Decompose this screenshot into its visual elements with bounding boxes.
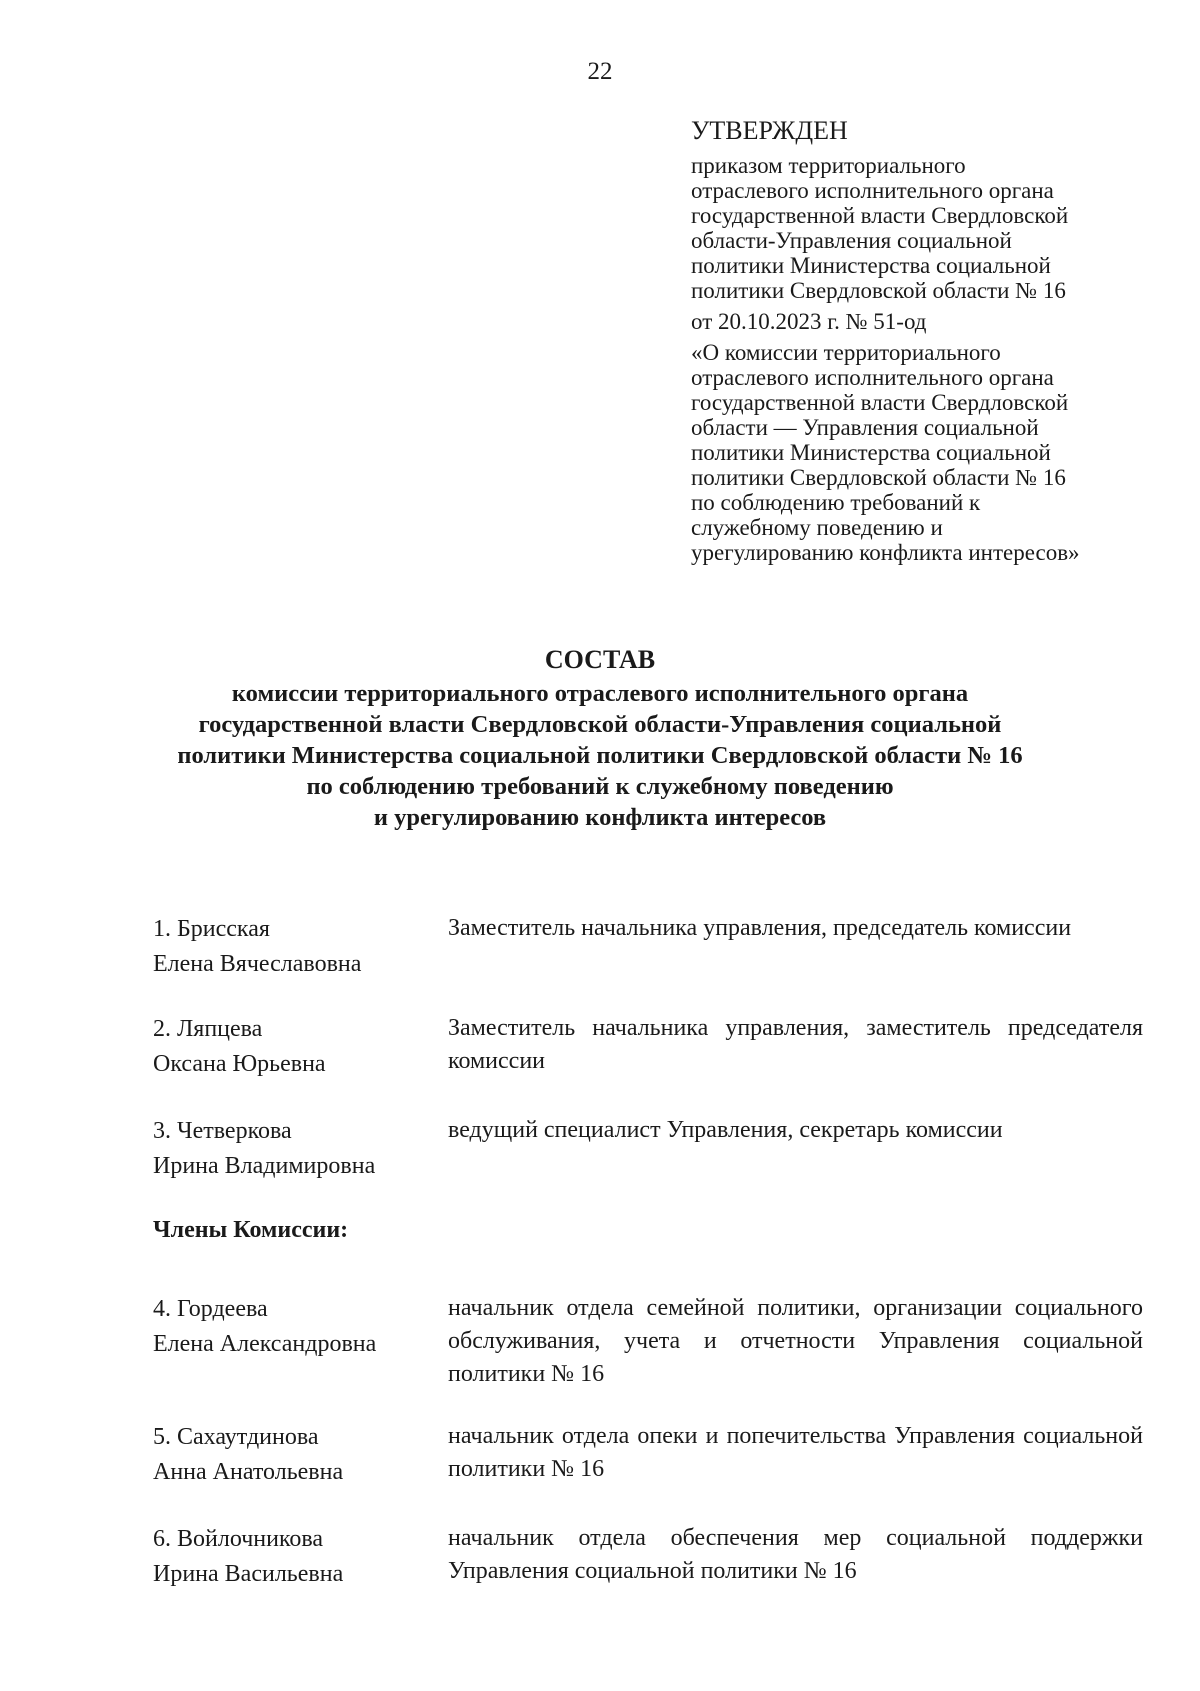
member-name: 6. Войлочникова Ирина Васильевна: [153, 1526, 344, 1587]
member-role: Заместитель начальника управления, заместитель председателя комиссии: [448, 1015, 1143, 1074]
member-name: 3. Четверкова Ирина Владимировна: [153, 1118, 376, 1179]
member-role: начальник отдела обеспечения мер социальной поддержки Управления социальной политики № 16: [448, 1525, 1143, 1584]
member-name: 5. Сахаутдинова Анна Анатольевна: [153, 1424, 344, 1485]
member-role: начальник отдела семейной политики, организации социального обслуживания, учета и отчетности Управления социальной политики № 16: [448, 1295, 1143, 1387]
approval-block: [691, 118, 1161, 565]
member-role: Заместитель начальника управления, председатель комиссии: [448, 915, 1072, 941]
member-name: 4. Гордеева Елена Александровна: [153, 1296, 377, 1357]
member-name: 2. Ляпцева Оксана Юрьевна: [153, 1016, 326, 1077]
section-label: Члены Комиссии:: [153, 1217, 349, 1243]
approval-date-line: от 20.10.2023 г. № 51-од: [691, 309, 927, 334]
heading-main: СОСТАВ: [544, 645, 656, 674]
approval-order-title: «О комиссии территориального отраслевого исполнительного органа государственной власти Свердловской области — Управления социальной политики Министерства социальной политики Свердловской области № 16 по соблюдению требований к служебному поведению и урегулированию конфликта интересов»: [691, 340, 1080, 565]
member-name: 1. Брисская Елена Вячеславовна: [153, 916, 362, 977]
list-item: [153, 1114, 1143, 1212]
list-item: [153, 1420, 1143, 1522]
document-heading: [0, 644, 1200, 833]
list-item: [153, 1292, 1143, 1420]
members-list: [153, 912, 1143, 1602]
member-role: ведущий специалист Управления, секретарь комиссии: [448, 1117, 1003, 1143]
approval-order-text: приказом территориального отраслевого исполнительного органа государственной власти Свердловской области-Управления социальной политики Министерства социальной политики Свердловской области № 16: [691, 153, 1069, 303]
member-role: начальник отдела опеки и попечительства Управления социальной политики № 16: [448, 1423, 1143, 1482]
list-item: [153, 912, 1143, 1012]
heading-subtitle: комиссии территориального отраслевого исполнительного органа государственной власти Свердловской области-Управления социальной политики Министерства социальной политики Свердловской области № 16 по соблюдению требований к служебному поведению и урегулированию конфликта интересов: [177, 680, 1023, 831]
page-number: 22: [587, 58, 613, 85]
list-item: [153, 1522, 1143, 1602]
approval-title: УТВЕРЖДЕН: [691, 116, 848, 145]
list-item: [153, 1012, 1143, 1114]
